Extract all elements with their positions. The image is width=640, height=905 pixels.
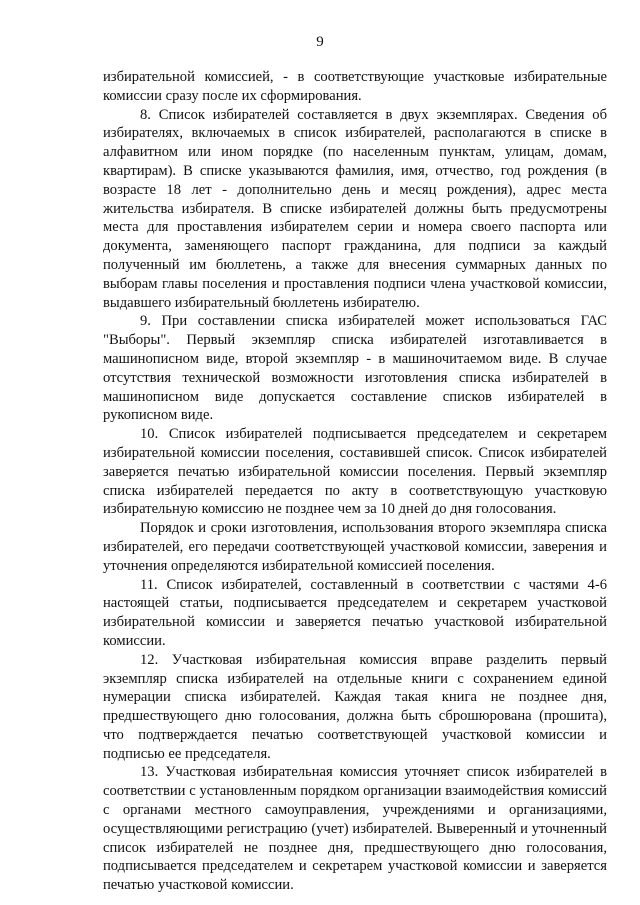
paragraph-item-8: 8. Список избирателей составляется в двух экземплярах. Сведения об избирателях, включаемых в список избирателей, располагаются в списке в алфавитном или ином порядке (по населенным пунктам, улицам, домам, квартирам). В списке указываются фамилия, имя, отчество, год рождения (в возрасте 18 лет - дополнительно день и месяц рождения), адрес места жительства избирателя. В списке избирателей должны быть предусмотрены места для проставления избирателем серии и номера своего паспорта или документа, заменяющего паспорт гражданина, для подписи за каждый полученный им бюллетень, а также для внесения суммарных данных по выборам главы поселения и проставления подписи члена участковой комиссии, выдавшего избирательный бюллетень избирателю. (103, 106, 607, 311)
paragraph-item-10: 10. Список избирателей подписывается председателем и секретарем избирательной комиссии поселения, составившей список. Список избирателей заверяется печатью избирательной комиссии поселения. Первый экземпляр списка избирателей передается по акту в соответствующую участковую избирательную комиссию не позднее чем за 10 дней до дня голосования. (103, 426, 607, 518)
paragraph-continuation: избирательной комиссией, - в соответствующие участковые избирательные комиссии сразу после их сформирования. (103, 69, 607, 104)
document-body (103, 68, 607, 895)
page-number: 9 (316, 34, 324, 50)
paragraph-item-13: 13. Участковая избирательная комиссия уточняет список избирателей в соответствии с установленным порядком организации взаимодействия комиссий с органами местного самоуправления, учреждениями и организациями, осуществляющими регистрацию (учет) избирателей. Выверенный и уточненный список избирателей не позднее дня, предшествующего дню голосования, подписывается председателем и секретарем участковой комиссии и заверяется печатью участковой комиссии. (103, 764, 607, 894)
paragraph-item-12: 12. Участковая избирательная комиссия вправе разделить первый экземпляр списка избирателей на отдельные книги с сохранением единой нумерации списка избирателей. Каждая такая книга не позднее дня, предшествующего дню голосования, должна быть сброшюрована (прошита), что подтверждается печатью соответствующей участковой комиссии и подписью ее председателя. (103, 651, 607, 762)
paragraph-second-copy-procedure: Порядок и сроки изготовления, использования второго экземпляра списка избирателей, его передачи соответствующей участковой комиссии, заверения и уточнения определяются избирательной комиссией поселения. (103, 520, 607, 574)
paragraph-item-9: 9. При составлении списка избирателей может использоваться ГАС "Выборы". Первый экземпляр списка избирателей изготавливается в машинописном виде, второй экземпляр - в машиночитаемом виде. В случае отсутствия технической возможности изготовления списка избирателей в машинописном виде допускается составление списков избирателей в рукописном виде. (103, 313, 607, 424)
paragraph-item-11: 11. Список избирателей, составленный в соответствии с частями 4-6 настоящей статьи, подписывается председателем и секретарем участковой избирательной комиссии и заверяется печатью участковой избирательной комиссии. (103, 576, 607, 649)
